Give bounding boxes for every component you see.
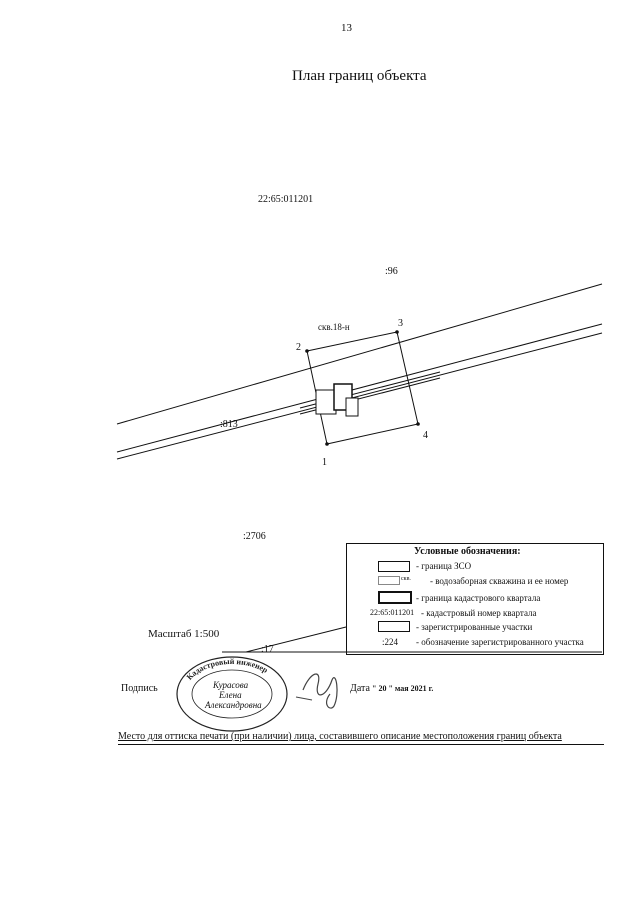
legend-item-registered-parcels: - зарегистрированные участки — [416, 622, 533, 632]
legend-well-symbol — [378, 576, 400, 585]
well-label: скв.18-н — [318, 322, 350, 332]
legend-item-parcel-designation: - обозначение зарегистрированного участка — [416, 637, 584, 647]
legend-parcel-designation-symbol: :224 — [382, 637, 399, 647]
stamp-name-line2: Елена — [219, 690, 242, 700]
signature-dash — [296, 697, 312, 700]
point-4-label: 4 — [423, 430, 428, 441]
road-edge-upper-line — [117, 284, 602, 424]
well-building-outer — [316, 390, 336, 414]
legend-quarter-number-symbol: 22:65:011201 — [370, 608, 415, 617]
road-edge-lower-line — [117, 324, 602, 452]
point-1-label: 1 — [322, 457, 327, 468]
bottom-note: Место для оттиска печати (при наличии) лица, составившего описание местоположения границ объекта — [118, 731, 562, 742]
scale-label: Масштаб 1:500 — [148, 628, 220, 640]
stamp-name-line3: Александровна — [205, 700, 262, 710]
legend-registered-parcels-symbol — [378, 621, 410, 632]
parcel-813-label: :813 — [220, 419, 238, 430]
page-number: 13 — [341, 22, 352, 34]
parcel-2706-label: :2706 — [243, 531, 266, 542]
point-3-marker — [395, 330, 399, 334]
road-edge-lower-line-2 — [117, 333, 602, 459]
well-building-inner — [346, 398, 358, 416]
legend-title: Условные обозначения: — [414, 546, 521, 557]
cadastral-engineer-stamp — [175, 655, 290, 733]
legend-item-zso: - граница ЗСО — [416, 561, 472, 571]
point-2-label: 2 — [296, 342, 301, 353]
legend-well-symbol-text: скв. — [401, 576, 411, 582]
stamp-ring-text: Кадастровый инженер — [184, 656, 270, 682]
legend-item-quarter-boundary: - граница кадастрового квартала — [416, 593, 541, 603]
point-3-label: 3 — [398, 318, 403, 329]
date-label: Дата — [350, 683, 370, 694]
parcel-17-label: :17 — [261, 644, 274, 655]
page-title: План границ объекта — [292, 68, 427, 84]
legend-item-well: - водозаборная скважина и ее номер — [430, 576, 569, 586]
legend-item-quarter-number: - кадастровый номер квартала — [421, 608, 537, 618]
legend-zso-symbol — [378, 561, 410, 572]
point-4-marker — [416, 422, 420, 426]
date-value: " 20 " мая 2021 г. — [372, 684, 434, 693]
signature-mark — [303, 674, 337, 708]
legend-quarter-boundary-symbol — [378, 591, 412, 604]
point-1-marker — [325, 442, 329, 446]
parcel-96-label: :96 — [385, 266, 398, 277]
bottom-divider — [118, 744, 604, 745]
quarter-number-label: 22:65:011201 — [258, 194, 314, 205]
point-2-marker — [305, 349, 309, 353]
signature-label: Подпись — [121, 683, 158, 694]
stamp-name-line1: Курасова — [213, 680, 249, 690]
